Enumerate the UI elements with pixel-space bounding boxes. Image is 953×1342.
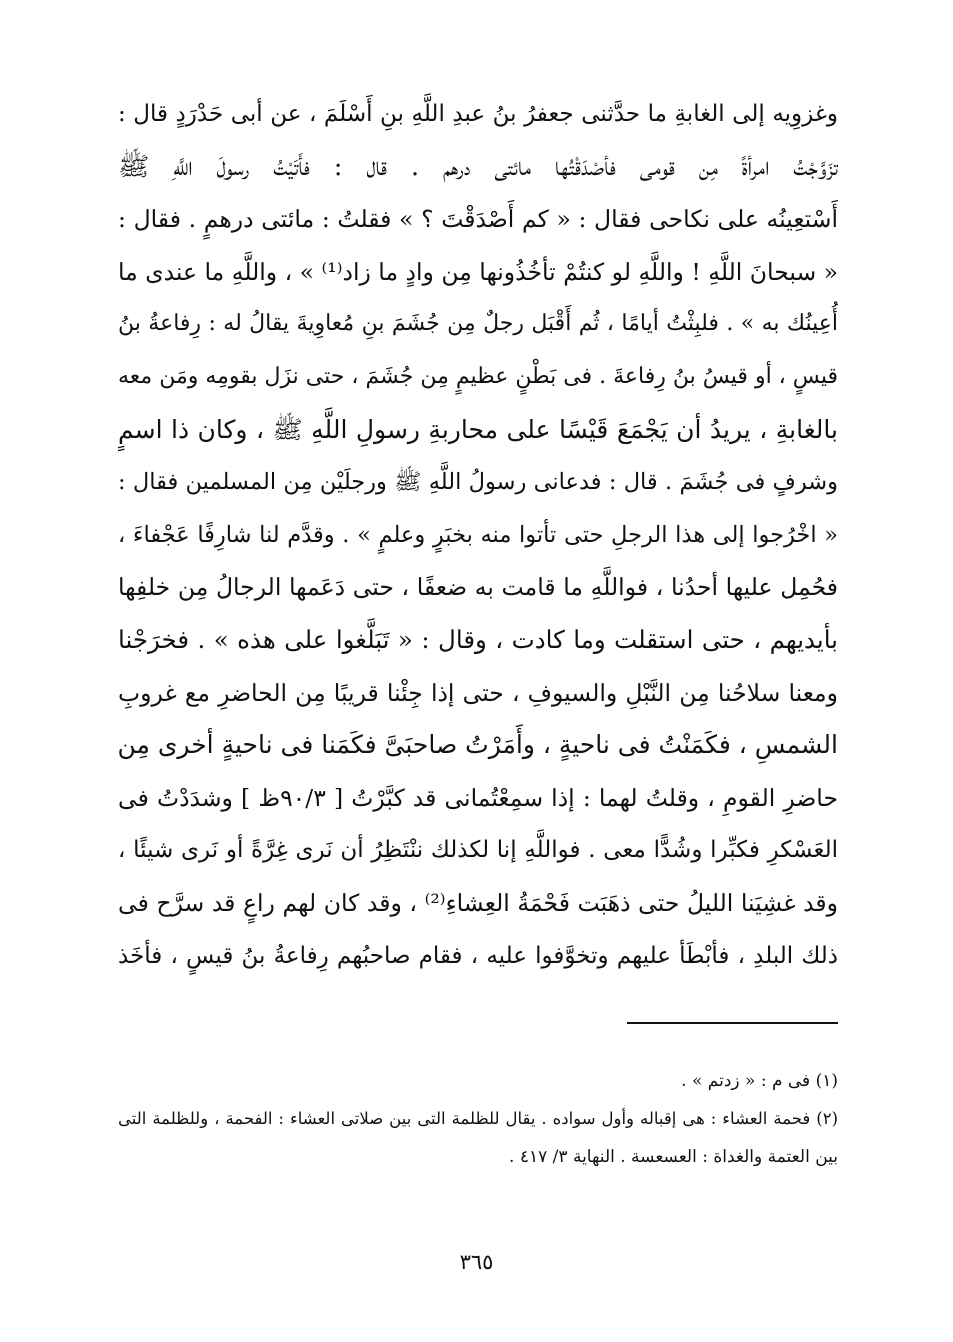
text-line: الشمسِ ، فكَمَنْتُ فى ناحيةٍ ، وأَمَرْتُ صاحبَىَّ فكَمَنا فى ناحيةٍ أخرى مِن: [118, 730, 838, 760]
text-line: تزَوَّجْتُ امرأةً مِن قومى فأصْدَقْتُها مائتى درهم . قال : فأَتَيْتُ رسولَ اللَّهِ ﷺ: [118, 151, 838, 182]
text-line: وغزوِيه إلى الغابةِ ما حدَّثنى جعفرُ بنُ عبدِ اللَّهِ بنِ أَسْلَمَ ، عن أبى حَدْرَدٍ قال :: [118, 101, 838, 127]
text-line: وقد غشِيَنا الليلُ حتى ذهَبَت فَحْمَةُ العِشاءِ⁽²⁾ ، وقد كان لهم راعٍ قد سرَّح فى: [118, 888, 838, 917]
footnote-separator: [627, 1022, 838, 1024]
footnote-2: (٢) فحمة العشاء : هى إقباله وأول سواده . يقال للظلمة التى بين صلاتى العشاء : الفحمة ، وللظلمة التى: [118, 1109, 838, 1128]
text-line: قيسٍ ، أو قيسُ بنُ رِفاعةَ . فى بَطْنٍ عظيمٍ مِن جُشَمَ ، حتى نزَل بقومِه ومَن معه: [118, 363, 838, 389]
main-text: [118, 88, 838, 982]
text-line: « سبحانَ اللَّهِ ! واللَّهِ لو كنتُمْ تأخُذُونها مِن وادٍ ما زاد⁽¹⁾ » ، واللَّهِ ما عندى ما: [118, 257, 838, 286]
text-line: أَسْتعِينُه على نكاحى فقال : « كم أَصْدَقْتَ ؟ » فقلتُ : مائتى درهمٍ . فقال :: [118, 205, 838, 234]
text-line: بأيديهم ، حتى استقلت وما كادت ، وقال : « تَبَلَّغوا على هذه » . فخرَجْنا: [118, 624, 838, 654]
text-line: وشرفٍ فى جُشَمَ . قال : فدعانى رسولُ اللَّهِ ﷺ ورجلَيْن مِن المسلمين فقال :: [118, 469, 838, 496]
footnotes: [118, 1062, 838, 1176]
text-line: ومعنا سلاحُنا مِن النَّبْلِ والسيوفِ ، حتى إذا جِئْنا قريبًا مِن الحاضرِ مع غروبِ: [118, 678, 838, 707]
text-line: أُعِينُك به » . فلبِثْتُ أيامًا ، ثُم أَقْبَل رجلٌ مِن جُشَمَ بنِ مُعاوِيةَ يقالُ له : رِفاعةُ بنُ: [118, 311, 838, 337]
footnote-1: (١) فى م : « زدتم » .: [681, 1071, 838, 1091]
text-line: « اخْرُجوا إلى هذا الرجلِ حتى تأتوا منه بخبَرٍ وعلمٍ » . وقدَّم لنا شارِفًا عَجْفاءَ ،: [118, 521, 838, 548]
text-line: فحُمِل عليها أحدُنا ، فواللَّهِ ما قامت به ضعفًا ، حتى دَعَمها الرجالُ مِن خلفِها: [118, 573, 838, 602]
page-number: ٣٦٥: [459, 1250, 494, 1274]
text-line: بالغابةِ ، يريدُ أن يَجْمَعَ قَيْسًا على محاربةِ رسولِ اللَّهِ ﷺ ، وكان ذا اسمٍ: [118, 414, 838, 444]
text-line: العَسْكرِ فكبِّرا وشُدًّا معى . فواللَّهِ إنا لكذلك ننْتَظِرُ أن نَرى غِرَّةً أو نَرى شيئًا ،: [118, 837, 838, 864]
footnote-2-continued: بين العتمة والغداة : العسعسة . النهاية ٣/ ٤١٧ .: [509, 1147, 838, 1167]
text-line: حاضرِ القومِ ، وقلتُ لهما : إذا سمِعْتُمانى قد كبَّرْتُ [ ٩٠/٣ظ ] وشدَدْتُ فى: [118, 783, 838, 812]
text-line: ذلك البلدِ ، فأبْطَأ عليهم وتخوَّفوا عليه ، فقام صاحبُهم رِفاعةُ بنُ قيسٍ ، فأخَذ: [118, 942, 838, 969]
